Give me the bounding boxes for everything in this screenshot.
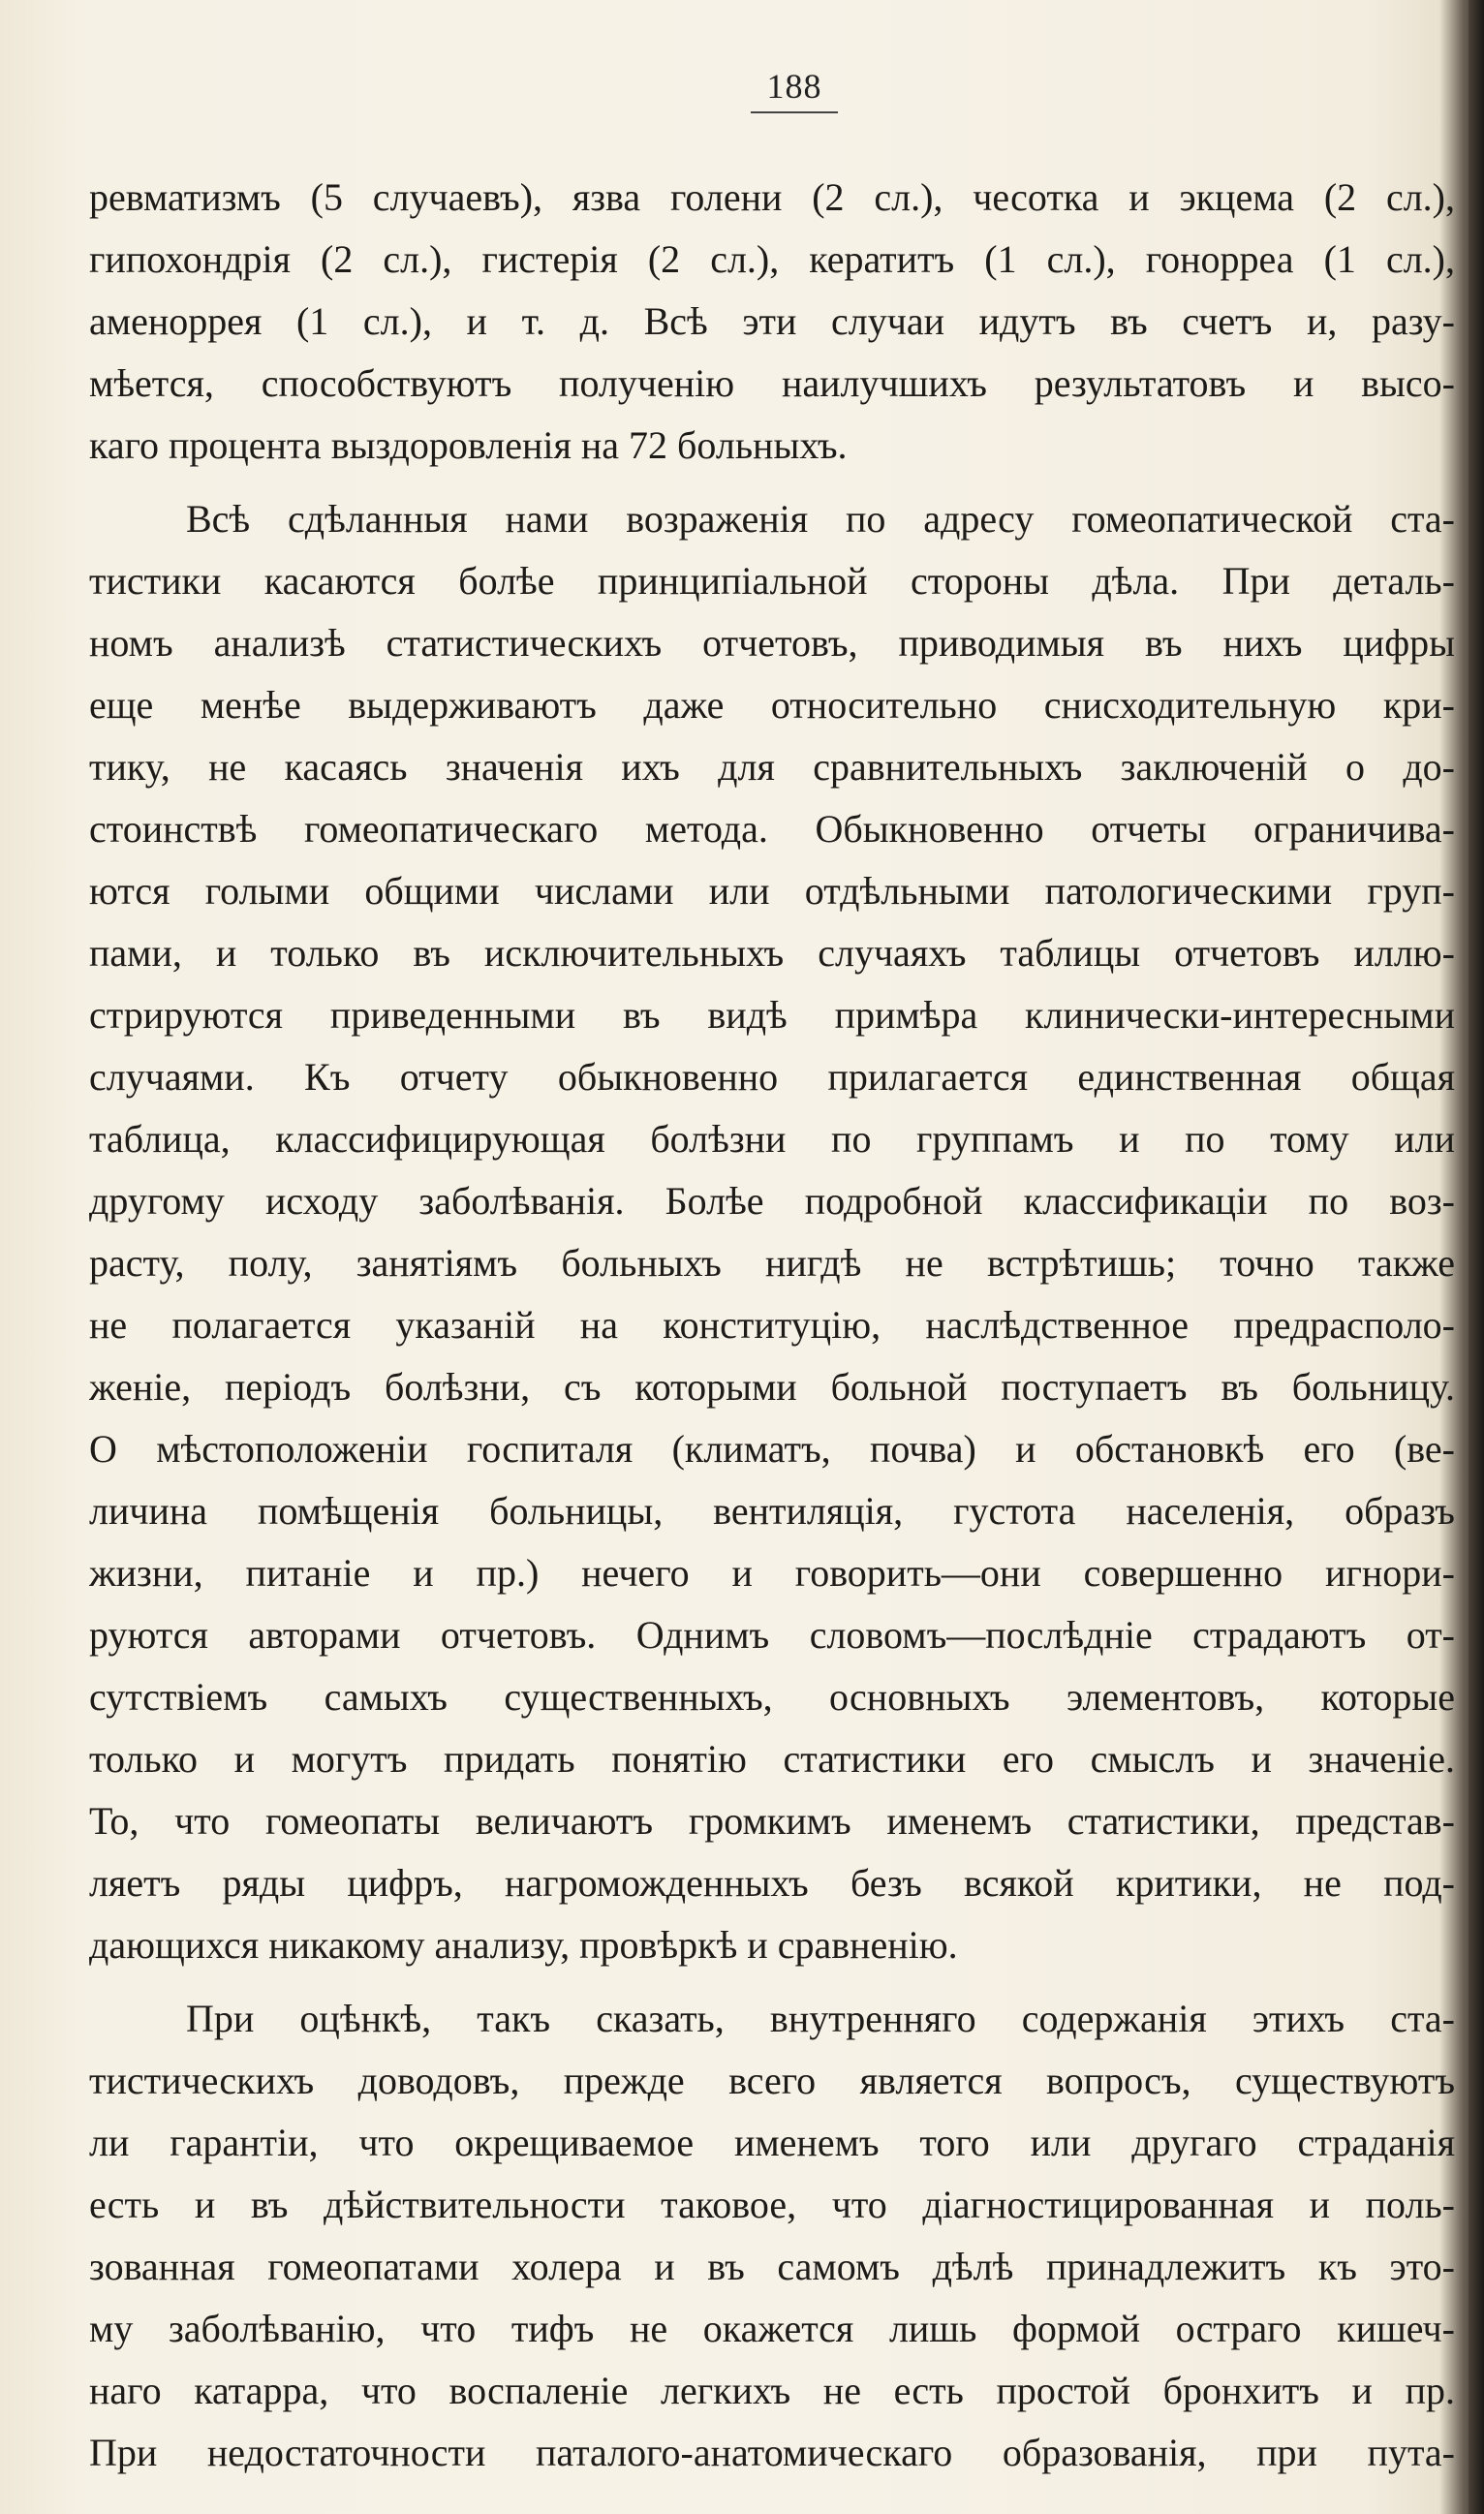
text-line: При оцѣнкѣ, такъ сказать, внутренняго содержанія этихъ ста- — [186, 1997, 1455, 2040]
text-line: каго процента выздоровленія на 72 больныхъ. — [89, 423, 848, 467]
text-line: При недостаточности паталого-анатомическаго образованія, при пута- — [89, 2431, 1455, 2474]
text-line: Всѣ сдѣланныя нами возраженія по адресу гомеопатической ста- — [186, 497, 1455, 541]
text-line: другому исходу заболѣванія. Болѣе подробной классификаціи по воз- — [89, 1179, 1455, 1223]
page-number: 188 — [766, 67, 822, 106]
text-line: случаями. Къ отчету обыкновенно прилагается единственная общая — [89, 1055, 1455, 1099]
text-line: пами, и только въ исключительныхъ случаяхъ таблицы отчетовъ иллю- — [89, 931, 1455, 975]
text-line: женіе, періодъ болѣзни, съ которыми больной поступаетъ въ больницу. — [89, 1365, 1455, 1409]
text-line: ляетъ ряды цифръ, нагроможденныхъ безъ всякой критики, не под- — [89, 1861, 1455, 1905]
text-line: сутствіемъ самыхъ существенныхъ, основныхъ элементовъ, которые — [89, 1675, 1455, 1719]
text-line: О мѣстоположеніи госпиталя (климатъ, почва) и обстановкѣ его (ве- — [89, 1427, 1455, 1471]
text-line: расту, полу, занятіямъ больныхъ нигдѣ не встрѣтишь; точно также — [89, 1241, 1455, 1285]
text-line: стоинствѣ гомеопатическаго метода. Обыкновенно отчеты ограничива- — [89, 807, 1455, 851]
text-line: таблица, классифицирующая болѣзни по группамъ и по тому или — [89, 1117, 1455, 1161]
text-line: ли гарантіи, что окрещиваемое именемъ того или другаго страданія — [89, 2121, 1455, 2164]
text-line: жизни, питаніе и пр.) нечего и говорить—они совершенно игнори- — [89, 1551, 1455, 1595]
text-line: ются голыми общими числами или отдѣльными патологическими груп- — [89, 869, 1455, 913]
book-spine-edge — [1469, 0, 1484, 2514]
body-text — [89, 167, 1455, 2484]
page-number-rule — [751, 111, 838, 113]
text-line: мѣется, способствуютъ полученію наилучшихъ результатовъ и высо- — [89, 361, 1455, 405]
text-line: стрируются приведенными въ видѣ примѣра клинически-интересными — [89, 993, 1455, 1037]
text-line: еще менѣе выдерживаютъ даже относительно снисходительную кри- — [89, 683, 1455, 727]
text-line: личина помѣщенія больницы, вентиляція, густота населенія, образъ — [89, 1489, 1455, 1533]
text-line: тистическихъ доводовъ, прежде всего является вопросъ, существуютъ — [89, 2059, 1455, 2102]
text-line: зованная гомеопатами холера и въ самомъ дѣлѣ принадлежитъ къ это- — [89, 2245, 1455, 2288]
text-line: тистики касаются болѣе принципіальной стороны дѣла. При деталь- — [89, 559, 1455, 603]
text-line: только и могутъ придать понятію статистики его смыслъ и значеніе. — [89, 1737, 1455, 1781]
text-line: аменоррея (1 сл.), и т. д. Всѣ эти случаи идутъ въ счетъ и, разу- — [89, 299, 1455, 343]
text-line: гипохондрія (2 сл.), гистерія (2 сл.), кератитъ (1 сл.), гонорреа (1 сл.), — [89, 237, 1455, 281]
text-line: тику, не касаясь значенія ихъ для сравнительныхъ заключеній о до- — [89, 745, 1455, 789]
text-line: му заболѣванію, что тифъ не окажется лишь формой остраго кишеч- — [89, 2307, 1455, 2350]
text-line: ревматизмъ (5 случаевъ), язва голени (2 сл.), чесотка и экцема (2 сл.), — [89, 175, 1455, 219]
text-line: То, что гомеопаты величаютъ громкимъ именемъ статистики, представ- — [89, 1799, 1455, 1843]
text-line: дающихся никакому анализу, провѣркѣ и сравненію. — [89, 1923, 958, 1967]
text-line: руются авторами отчетовъ. Однимъ словомъ—послѣдніе страдаютъ от- — [89, 1613, 1455, 1657]
text-line: не полагается указаній на конституцію, наслѣдственное предрасполо- — [89, 1303, 1455, 1347]
text-line: есть и въ дѣйствительности таковое, что діагностицированная и поль- — [89, 2183, 1455, 2226]
text-line: наго катарра, что воспаленіе легкихъ не есть простой бронхитъ и пр. — [89, 2369, 1455, 2412]
text-line: номъ анализѣ статистическихъ отчетовъ, приводимыя въ нихъ цифры — [89, 621, 1455, 665]
